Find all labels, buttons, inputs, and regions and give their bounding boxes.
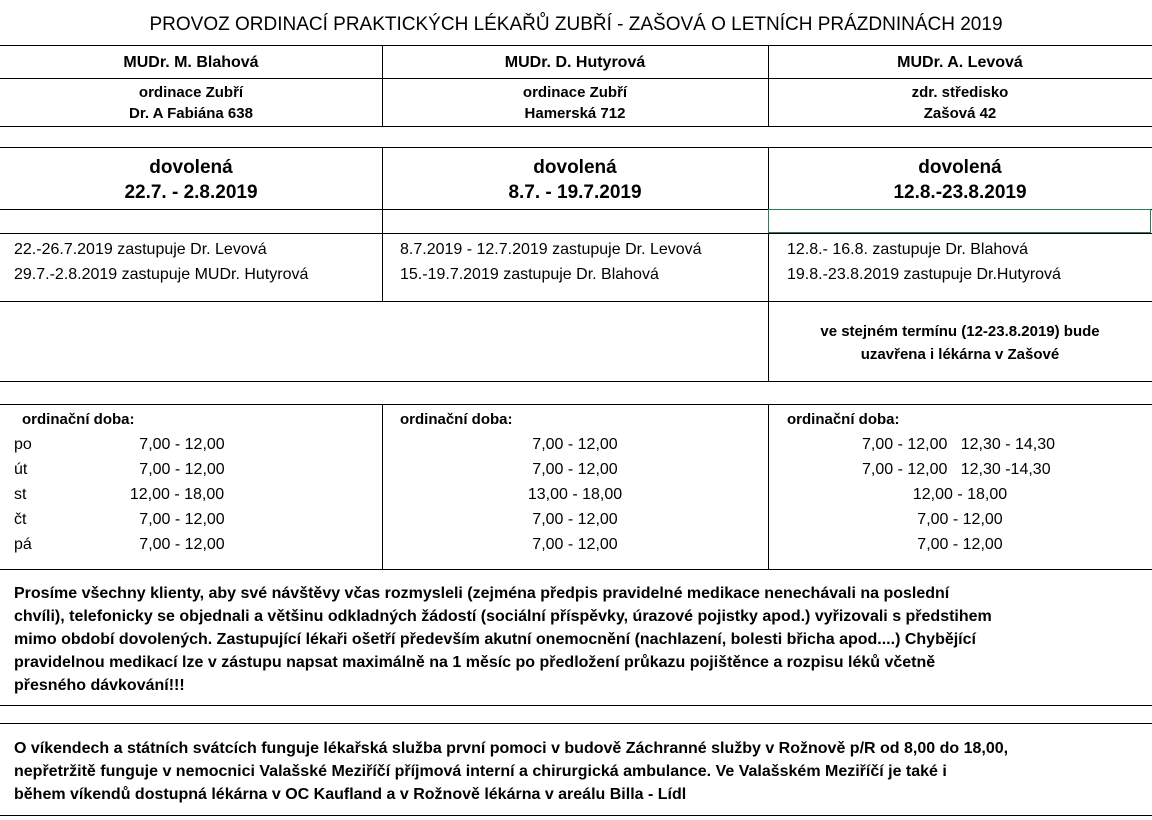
rule xyxy=(0,815,1152,816)
notice-line: O víkendech a státních svátcích funguje lékařská služba první pomoci v budově Záchranné služby v Rožnově p/R od 8,00 do 18,00, xyxy=(14,740,1009,757)
weekend-notice xyxy=(14,737,1144,806)
rule xyxy=(0,569,1152,570)
rule xyxy=(0,78,1152,79)
hours-value: 7,00 - 12,00 xyxy=(139,536,225,553)
substitute-line: 29.7.-2.8.2019 zastupuje MUDr. Hutyrová xyxy=(14,266,309,283)
vacation-dates: 22.7. - 2.8.2019 xyxy=(124,182,258,203)
rule xyxy=(0,147,1152,148)
place-line1: zdr. středisko xyxy=(911,84,1009,101)
page-title: PROVOZ ORDINACÍ PRAKTICKÝCH LÉKAŘŮ ZUBŘÍ - ZAŠOVÁ O LETNÍCH PRÁZDNINÁCH 2019 xyxy=(149,14,1003,35)
notice-line: chvíli), telefonicky se objednali a většinu odkladných žádostí (sociální příspěvky, úrazové pojistky apod.) vyřizovali s předstihem xyxy=(14,608,992,625)
day-label: pá xyxy=(14,536,32,553)
vacation-label: dovolená xyxy=(918,157,1002,178)
vacation-label: dovolená xyxy=(533,157,617,178)
substitute-line: 15.-19.7.2019 zastupuje Dr. Blahová xyxy=(400,266,659,283)
rule xyxy=(0,126,1152,127)
doctor-name: MUDr. A. Levová xyxy=(897,54,1023,71)
place-line2: Zašová 42 xyxy=(923,105,997,122)
day-label: út xyxy=(14,461,28,478)
substitute-line: 12.8.- 16.8. zastupuje Dr. Blahová xyxy=(787,241,1029,258)
place-line2: Dr. A Fabiána 638 xyxy=(129,105,253,122)
rule xyxy=(0,45,1152,46)
rule xyxy=(0,705,1152,706)
hours-value: 7,00 - 12,00 xyxy=(139,461,225,478)
doctor-name: MUDr. M. Blahová xyxy=(123,54,259,71)
day-label: po xyxy=(14,436,32,453)
rule xyxy=(0,381,1152,382)
place-line1: ordinace Zubří xyxy=(138,84,244,101)
pharmacy-note: ve stejném termínu (12-23.8.2019) bude xyxy=(820,323,1100,340)
day-label: st xyxy=(14,486,27,503)
hours-value: 7,00 - 12,00 xyxy=(917,536,1003,553)
selected-cell[interactable] xyxy=(768,209,1151,233)
hours-label: ordinační doba: xyxy=(22,411,135,428)
hours-value: 7,00 - 12,00 xyxy=(917,511,1003,528)
substitute-line: 22.-26.7.2019 zastupuje Dr. Levová xyxy=(14,241,267,258)
hours-value: 12,00 - 18,00 xyxy=(912,486,1008,503)
hours-value: 7,00 - 12,00 xyxy=(532,511,618,528)
hours-value: 7,00 - 12,00 xyxy=(532,436,618,453)
substitute-line: 8.7.2019 - 12.7.2019 zastupuje Dr. Levová xyxy=(400,241,702,258)
hours-value: 7,00 - 12,00 12,30 -14,30 xyxy=(862,461,1051,478)
notice-line: přesného dávkování!!! xyxy=(14,677,185,694)
rule xyxy=(0,404,1152,405)
doctor-name: MUDr. D. Hutyrová xyxy=(504,54,646,71)
day-label: čt xyxy=(14,511,27,528)
hours-value: 7,00 - 12,00 xyxy=(532,461,618,478)
pharmacy-note: uzavřena i lékárna v Zašové xyxy=(860,346,1060,363)
hours-label: ordinační doba: xyxy=(400,411,513,428)
notice-line: mimo období dovolených. Zastupující lékaři ošetří především akutní onemocnění (nachlazení, bolesti břicha apod....) Chybějící xyxy=(14,631,976,648)
vacation-dates: 8.7. - 19.7.2019 xyxy=(508,182,642,203)
vacation-dates: 12.8.-23.8.2019 xyxy=(893,182,1027,203)
hours-value: 7,00 - 12,00 xyxy=(532,536,618,553)
rule xyxy=(0,301,1152,302)
place-line1: ordinace Zubří xyxy=(522,84,628,101)
substitute-line: 19.8.-23.8.2019 zastupuje Dr.Hutyrová xyxy=(787,266,1061,283)
rule xyxy=(0,233,1152,234)
notice-line: nepřetržitě funguje v nemocnici Valašské Meziříčí příjmová interní a chirurgická ambulance. Ve Valašském Meziříčí je také i xyxy=(14,763,947,780)
place-line2: Hamerská 712 xyxy=(524,105,626,122)
vacation-label: dovolená xyxy=(149,157,233,178)
hours-value: 13,00 - 18,00 xyxy=(527,486,623,503)
hours-value: 12,00 - 18,00 xyxy=(129,486,225,503)
hours-value: 7,00 - 12,00 12,30 - 14,30 xyxy=(862,436,1056,453)
hours-label: ordinační doba: xyxy=(787,411,900,428)
notice-line: Prosíme všechny klienty, aby své návštěvy včas rozmysleli (zejména předpis pravidelné medikace nenechávali na poslední xyxy=(14,585,950,602)
hours-value: 7,00 - 12,00 xyxy=(139,511,225,528)
notice-line: během víkendů dostupná lékárna v OC Kaufland a v Rožnově lékárna v areálu Billa - Lídl xyxy=(14,786,687,803)
hours-value: 7,00 - 12,00 xyxy=(139,436,225,453)
client-notice xyxy=(14,582,1144,697)
rule xyxy=(0,723,1152,724)
notice-line: pravidelnou medikací lze v zástupu napsat maximálně na 1 měsíc po předložení průkazu pojištěnce a rozpisu léků včetně xyxy=(14,654,936,671)
